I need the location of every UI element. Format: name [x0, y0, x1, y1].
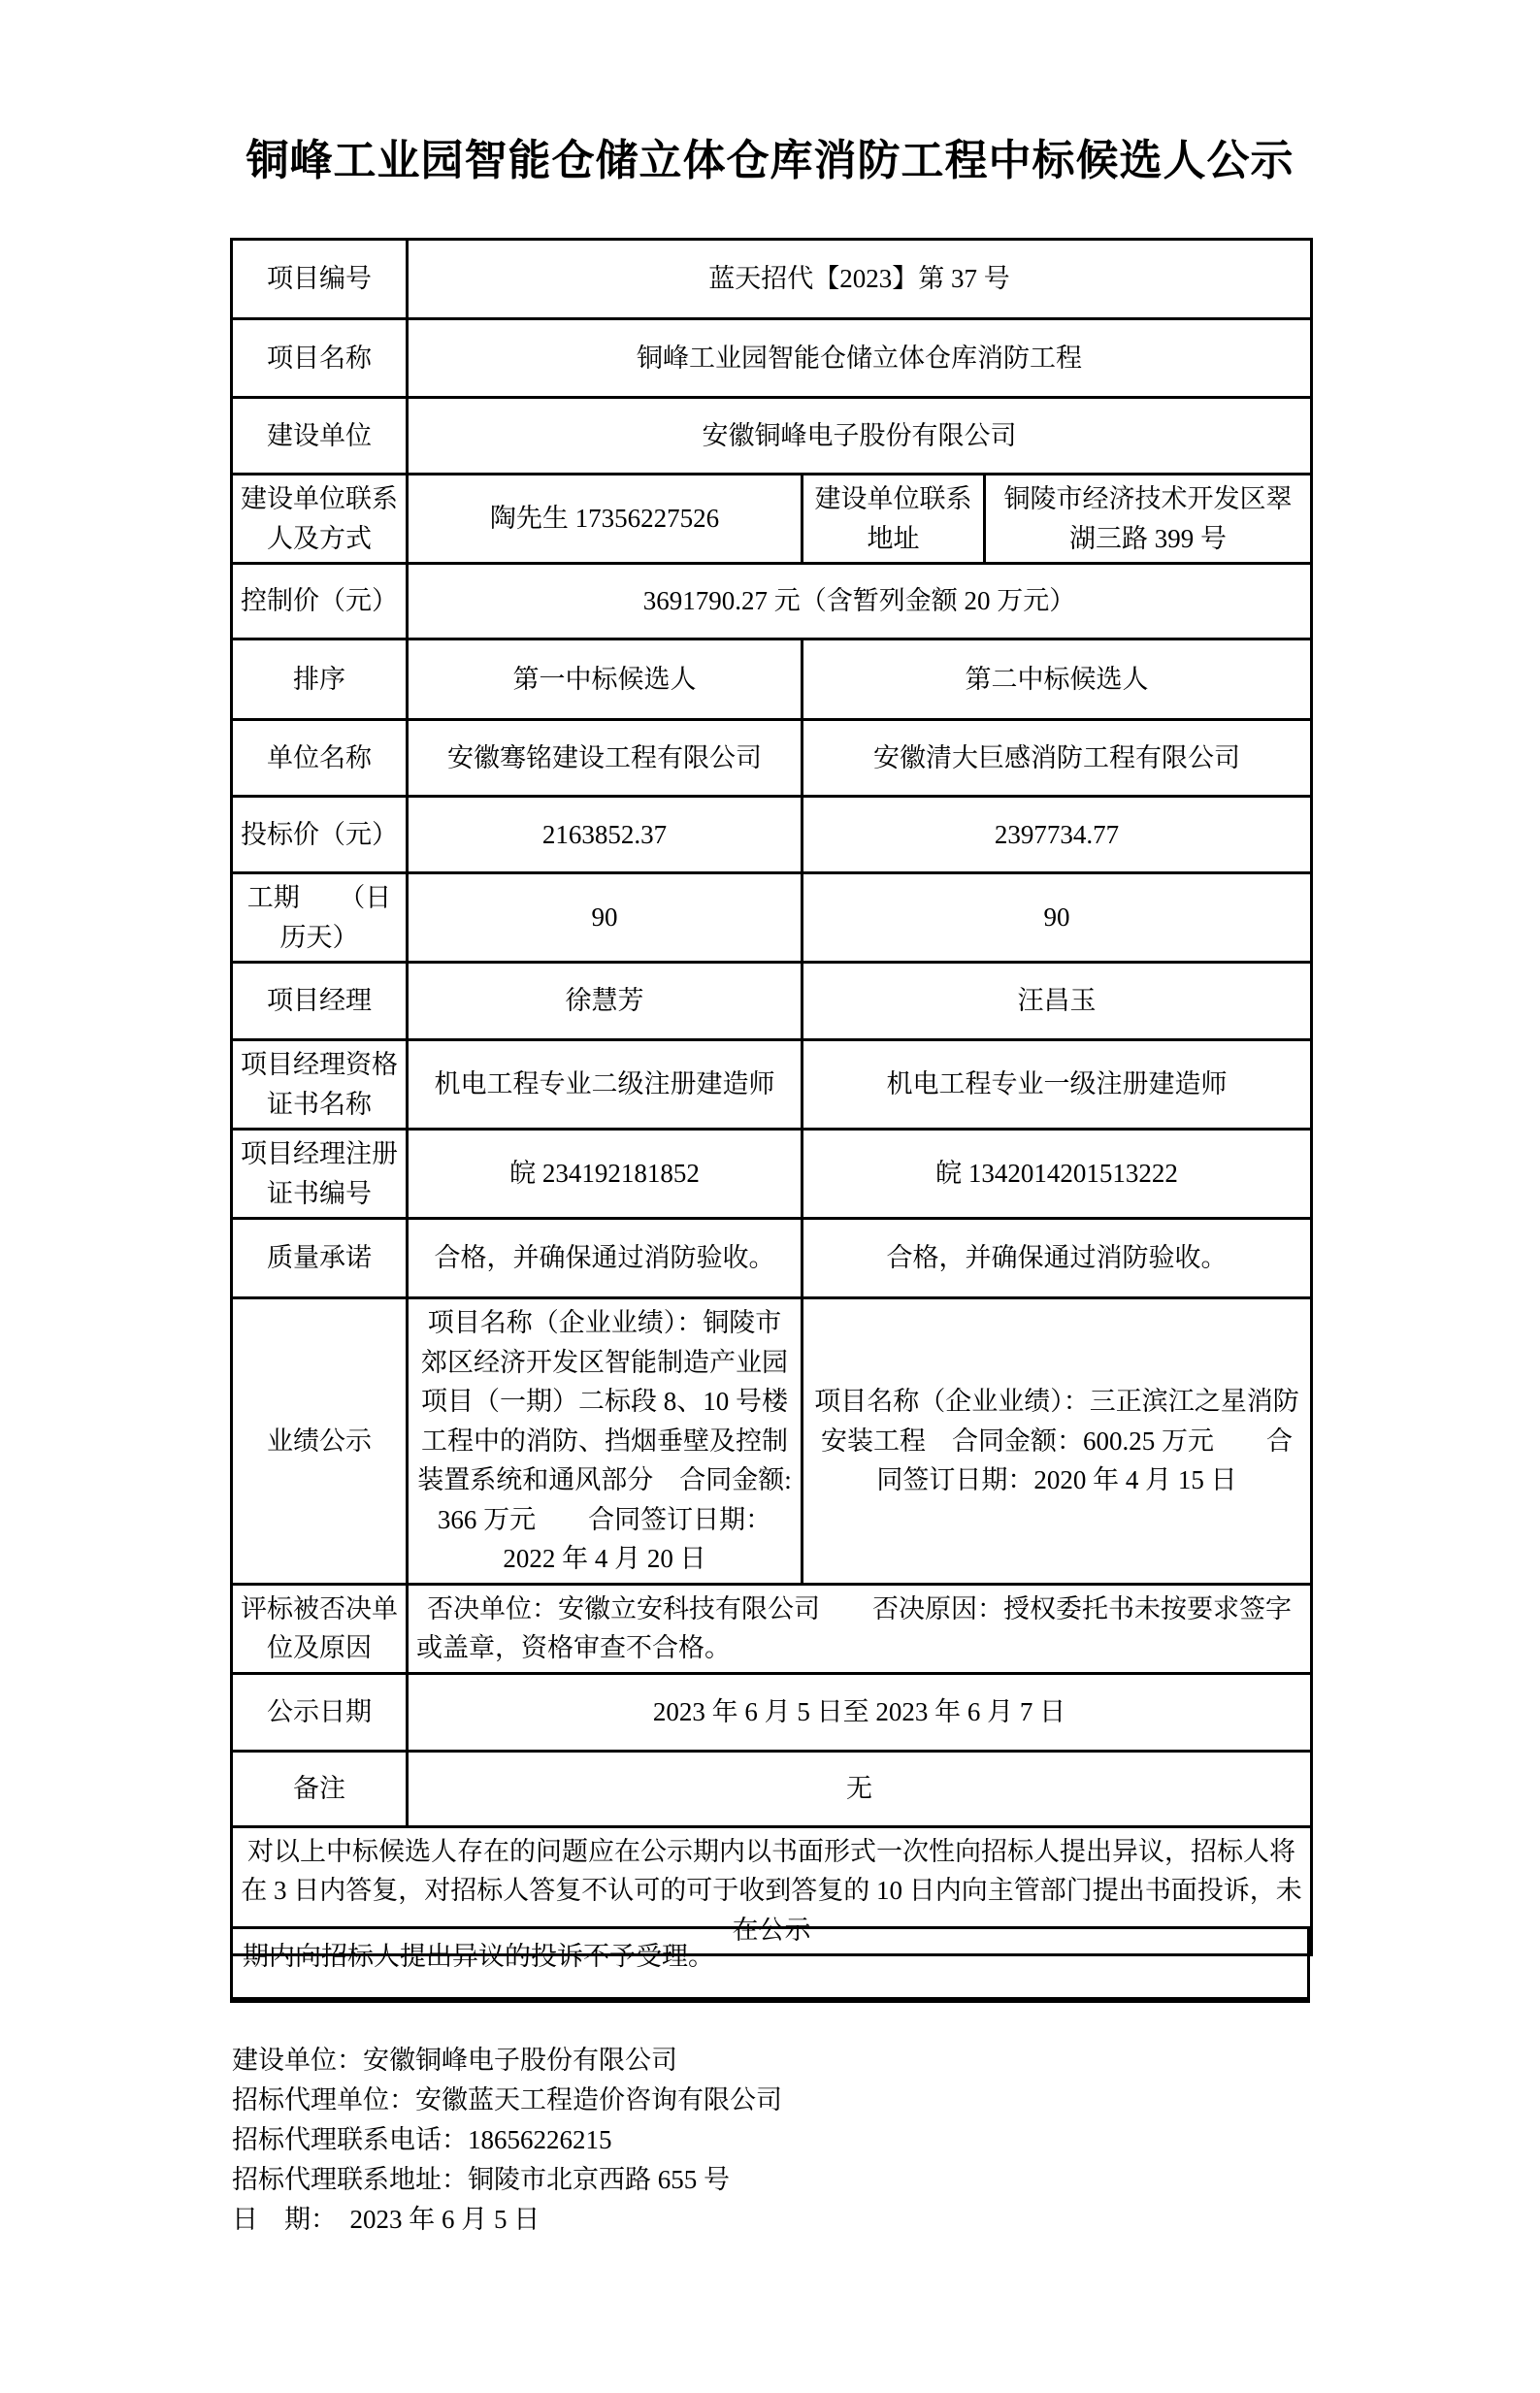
quality-promise-candidate-1: 合格，并确保通过消防验收。	[408, 1219, 803, 1298]
owner-label: 建设单位	[232, 398, 408, 475]
manager-certificate-row	[232, 1040, 1312, 1130]
bid-price-row	[232, 797, 1312, 873]
control-price-label: 控制价（元）	[232, 564, 408, 639]
duration-candidate-1: 90	[408, 873, 803, 963]
remark-row	[232, 1751, 1312, 1826]
project-manager-candidate-2: 汪昌玉	[803, 963, 1312, 1040]
project-name-label: 项目名称	[232, 319, 408, 398]
control-price-row	[232, 564, 1312, 639]
manager-certificate-candidate-1: 机电工程专业二级注册建造师	[408, 1040, 803, 1130]
manager-certificate-label: 项目经理资格证书名称	[232, 1040, 408, 1130]
footer-agency-phone-line: 招标代理联系电话：18656226215	[232, 2125, 612, 2154]
objection-notice-text: 对以上中标候选人存在的问题应在公示期内以书面形式一次性向招标人提出异议，招标人将在 3 日内答复，对招标人答复不认可的可于收到答复的 10 日内向主管部门提出书面投诉，未在公示	[232, 1826, 1312, 1955]
footer-agency-address-line: 招标代理联系地址：铜陵市北京西路 655 号	[232, 2165, 730, 2194]
project-number-value: 蓝天招代【2023】第 37 号	[408, 240, 1312, 319]
manager-certificate-candidate-2: 机电工程专业一级注册建造师	[803, 1040, 1312, 1130]
rejected-bidder-row	[232, 1584, 1312, 1673]
objection-notice-continued-text: 期内向招标人提出异议的投诉不予受理。	[243, 1942, 714, 1971]
owner-row	[232, 398, 1312, 475]
project-number-label: 项目编号	[232, 240, 408, 319]
owner-contact-label: 建设单位联系人及方式	[232, 475, 408, 564]
project-manager-candidate-1: 徐慧芳	[408, 963, 803, 1040]
rejected-bidder-value: 否决单位：安徽立安科技有限公司 否决原因：授权委托书未按要求签字或盖章，资格审查不合格。	[408, 1584, 1312, 1673]
performance-candidate-2: 项目名称（企业业绩）：三正滨江之星消防安装工程 合同金额：600.25 万元 合同签订日期：2020 年 4 月 15 日	[803, 1298, 1312, 1585]
remark-label: 备注	[232, 1751, 408, 1826]
rank-row	[232, 639, 1312, 720]
bid-announcement-table	[230, 238, 1313, 1956]
page-title: 铜峰工业园智能仓储立体仓库消防工程中标候选人公示	[246, 137, 1294, 184]
footer-owner-line: 建设单位：安徽铜峰电子股份有限公司	[232, 2046, 677, 2075]
manager-certificate-no-candidate-1: 皖 234192181852	[408, 1130, 803, 1219]
control-price-value: 3691790.27 元（含暂列金额 20 万元）	[408, 564, 1312, 639]
project-number-row	[232, 240, 1312, 319]
rank-candidate-1: 第一中标候选人	[408, 639, 803, 720]
bid-price-candidate-2: 2397734.77	[803, 797, 1312, 873]
publicity-date-value: 2023 年 6 月 5 日至 2023 年 6 月 7 日	[408, 1673, 1312, 1751]
performance-candidate-1: 项目名称（企业业绩）：铜陵市郊区经济开发区智能制造产业园项目（一期）二标段 8、10 号楼工程中的消防、挡烟垂壁及控制装置系统和通风部分 合同金额: 366 万元 合同签订日期：2022 年 4 月 20 日	[408, 1298, 803, 1585]
bid-price-label: 投标价（元）	[232, 797, 408, 873]
owner-address-value: 铜陵市经济技术开发区翠湖三路 399 号	[985, 475, 1312, 564]
company-name-row	[232, 720, 1312, 797]
owner-contact-value: 陶先生 17356227526	[408, 475, 803, 564]
quality-promise-label: 质量承诺	[232, 1219, 408, 1298]
project-manager-label: 项目经理	[232, 963, 408, 1040]
manager-certificate-no-candidate-2: 皖 1342014201513222	[803, 1130, 1312, 1219]
owner-address-label: 建设单位联系地址	[803, 475, 985, 564]
company-name-label: 单位名称	[232, 720, 408, 797]
owner-contact-row	[232, 475, 1312, 564]
publicity-date-label: 公示日期	[232, 1673, 408, 1751]
footer-agency-line: 招标代理单位：安徽蓝天工程造价咨询有限公司	[232, 2085, 782, 2114]
footer	[232, 2041, 1309, 2240]
duration-candidate-2: 90	[803, 873, 1312, 963]
remark-value: 无	[408, 1751, 1312, 1826]
project-name-row	[232, 319, 1312, 398]
rank-label: 排序	[232, 639, 408, 720]
project-manager-row	[232, 963, 1312, 1040]
publicity-date-row	[232, 1673, 1312, 1751]
table-continuation-box	[230, 1926, 1310, 2003]
performance-label: 业绩公示	[232, 1298, 408, 1585]
duration-row	[232, 873, 1312, 963]
bid-price-candidate-1: 2163852.37	[408, 797, 803, 873]
quality-promise-candidate-2: 合格，并确保通过消防验收。	[803, 1219, 1312, 1298]
performance-row	[232, 1298, 1312, 1585]
footer-date-line: 日 期： 2023 年 6 月 5 日	[232, 2205, 541, 2234]
manager-certificate-no-row	[232, 1130, 1312, 1219]
manager-certificate-no-label: 项目经理注册证书编号	[232, 1130, 408, 1219]
company-name-candidate-2: 安徽清大巨感消防工程有限公司	[803, 720, 1312, 797]
rank-candidate-2: 第二中标候选人	[803, 639, 1312, 720]
duration-label: 工期 （日历天）	[232, 873, 408, 963]
quality-promise-row	[232, 1219, 1312, 1298]
company-name-candidate-1: 安徽骞铭建设工程有限公司	[408, 720, 803, 797]
owner-value: 安徽铜峰电子股份有限公司	[408, 398, 1312, 475]
project-name-value: 铜峰工业园智能仓储立体仓库消防工程	[408, 319, 1312, 398]
rejected-bidder-label: 评标被否决单位及原因	[232, 1584, 408, 1673]
